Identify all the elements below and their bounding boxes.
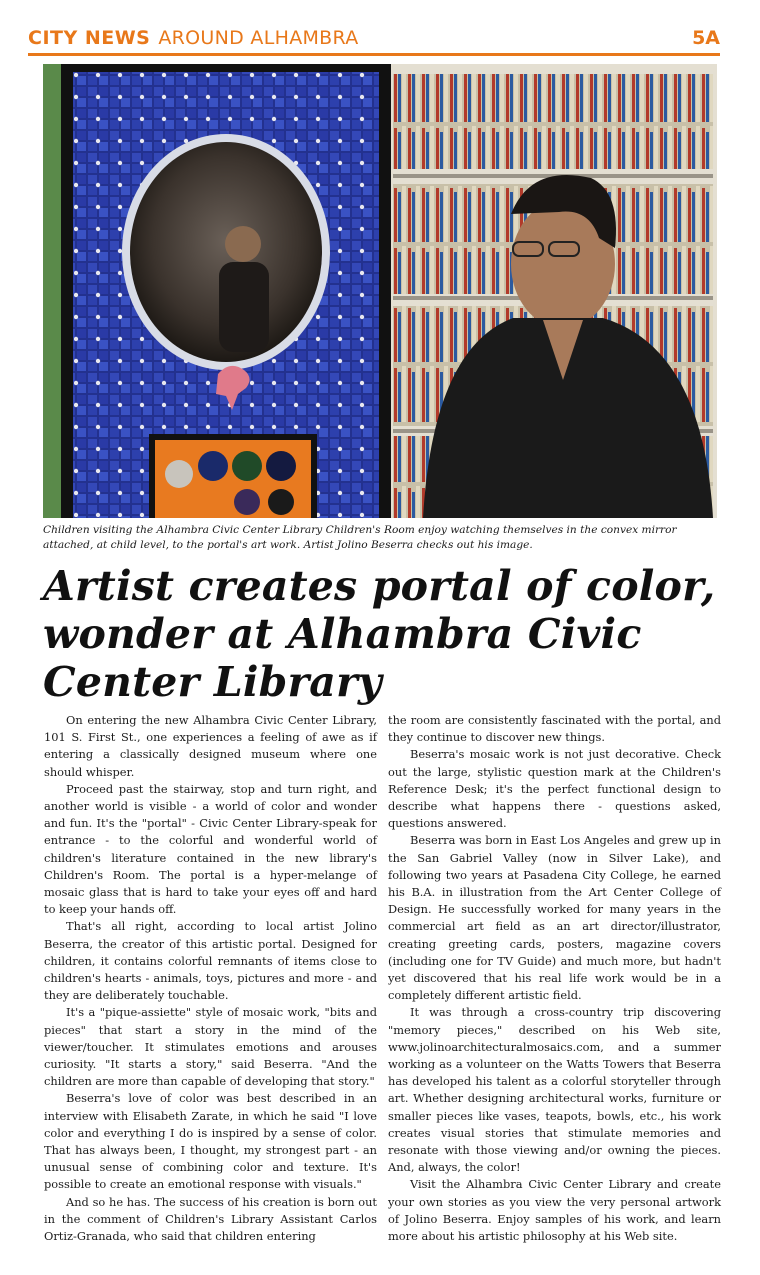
article-column-left [44,712,377,1245]
paragraph: It's a "pique-assiette" style of mosaic work, "bits and pieces" that start a story in the mind of the viewer/toucher. It stimulates emotions and arouses curiosity. "It starts a story," said Beserra. "And the children are more than capable of developing that story." [44,1005,377,1089]
paragraph: It was through a cross-country trip discovering "memory pieces," described on his Web site, www.jolinoarchitecturalmosaics.com, and a summer working as a volunteer on the Watts Towers that Beserra has developed his talent as a colorful storyteller through art. Whether designing architectural works, furniture or smaller pieces like vases, teapots, bowls, etc., his work creates visual stories that stimulate memories and resonate with those viewing and/or owning the pieces. And, always, the color! [388,1005,721,1175]
page-header [28,22,720,56]
photo-caption: Children visiting the Alhambra Civic Center Library Children's Room enjoy watching themselves in the convex mirror attached, at child level, to the portal's art work. Artist Jolino Beserra checks out his image. [43,524,677,551]
page-number: 5A [692,26,720,49]
article-headline: Artist creates portal of color, wonder at Alhambra Civic Center Library [43,562,716,706]
article-column-right [388,712,721,1245]
paragraph: Beserra's love of color was best described in an interview with Elisabeth Zarate, in which he said "I love color and everything I do is inspired by a sense of color. That has always been, I thought, my strongest part - an unusual sense of combining color and texture. It's possible to create an emotional response with visuals." [44,1091,377,1192]
paragraph: Proceed past the stairway, stop and turn right, and another world is visible - a world of color and wonder and fun. It's the "portal" - Civic Center Library-speak for entrance - to the colorful and wonderful world of children's literature contained in the new library's Children's Room. The portal is a hyper-melange of mosaic glass that is hard to take your eyes off and hard to keep your hands off. [44,781,377,917]
mosaic-portal-photo-icon [43,64,717,518]
paragraph: Beserra was born in East Los Angeles and grew up in the San Gabriel Valley (now in Silver Lake), and following two years at Pasadena City College, he earned his B.A. in illustration from the Art Center College of Design. He successfully worked for many years in the commercial art field as an art director/illustrator, creating greeting cards, posters, magazine covers (including one for TV Guide) and much more, but hadn't yet discovered that his real life work would be in a completely different artistic field. [388,833,721,1003]
paragraph: Visit the Alhambra Civic Center Library and create your own stories as you view the very personal artwork of Jolino Beserra. Enjoy samples of his work, and learn more about his artistic philosophy at his Web site. [388,1177,721,1244]
paragraph: On entering the new Alhambra Civic Center Library, 101 S. First St., one experiences a feeling of awe as if entering a classically designed museum where one should whisper. [44,713,377,779]
paragraph: Beserra's mosaic work is not just decorative. Check out the large, stylistic question mark at the Children's Reference Desk; it's the perfect functional design to describe what happens there - questions asked, questions answered. [388,747,721,831]
subsection-title: AROUND ALHAMBRA [158,26,359,49]
paragraph: And so he has. The success of his creation is born out in the comment of Children's Library Assistant Carlos Ortiz-Granada, who said that children entering [44,1194,377,1244]
paragraph-continued: the room are consistently fascinated with the portal, and they continue to discover new things. [388,713,721,745]
article-photo [43,64,717,518]
paragraph: That's all right, according to local artist Jolino Beserra, the creator of this artistic portal. Designed for children, it contains colorful remnants of items close to children's hearts - animals, toys, pictures and more - and they are deliberately touchable. [44,919,377,1003]
section-title: CITY NEWS [28,26,151,49]
